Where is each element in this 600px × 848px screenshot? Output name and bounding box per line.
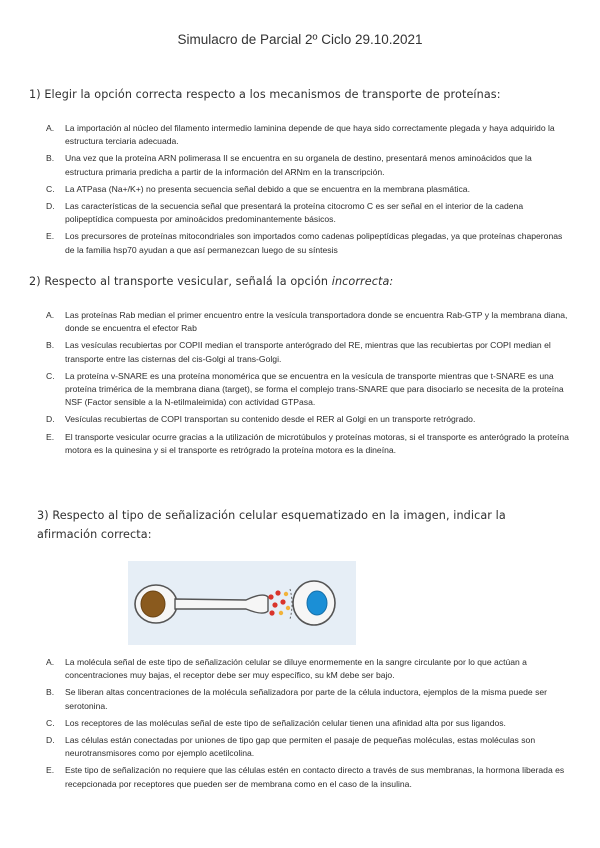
q3-option-b[interactable]: B. Se liberan altas concentraciones de la molécula señalizadora por parte de la célula inductora, ejemplos de la misma puede ser serotonina.: [46, 687, 548, 711]
vesicle: [279, 611, 283, 615]
q2-option-a[interactable]: A. Las proteínas Rab median el primer encuentro entre la vesícula transportadora donde se encuentra Rab-GTP y la membrana diana, donde se encuentra el efector Rab: [46, 310, 568, 334]
synapse-illustration: [128, 561, 356, 645]
q2-option-e[interactable]: E. El transporte vesicular ocurre gracias a la utilización de microtúbulos y proteínas motoras, si el transporte es anterógrado la proteína motora es la quinesina y si el transporte es retrógrado la proteína motora es la dineína.: [46, 431, 569, 455]
q2-option-d[interactable]: D. Vesículas recubiertas de COPI transportan su contenido desde el RER al Golgi en un transporte retrógrado.: [46, 414, 476, 425]
question-1-text: 1) Elegir la opción correcta respecto a los mecanismos de transporte de proteínas:: [29, 88, 501, 101]
page-title: Simulacro de Parcial 2º Ciclo 29.10.2021: [177, 32, 423, 47]
question-2-options: [46, 309, 570, 461]
vesicle: [286, 606, 290, 610]
q3-option-d[interactable]: D. Las células están conectadas por uniones de tipo gap que permiten el pasaje de pequeñas moléculas, estas moléculas son neurotransmisores como por ejemplo acetilcolina.: [46, 735, 536, 759]
q1-option-d[interactable]: D. Las características de la secuencia señal que presentará la proteína citocromo C es ser señal en el interior de la cadena polipeptídica compuesta por aminoácidos predominantemente básicos.: [46, 201, 524, 225]
q1-option-b[interactable]: B. Una vez que la proteína ARN polimerasa II se encuentra en su organela de destino, presentará menos aminoácidos que la estructura primaria predicha a partir de la información del ARNm en la transcripción.: [46, 153, 532, 177]
question-2-emphasis: incorrecta:: [331, 275, 394, 288]
q1-option-a[interactable]: A. La importación al núcleo del filamento intermedio laminina depende de que haya sido correctamente plegada y haya adquirido la estructura terciaria adecuada.: [46, 123, 555, 147]
vesicle: [269, 610, 274, 615]
axon: [175, 595, 268, 613]
q2-option-b[interactable]: B. Las vesículas recubiertas por COPII median el transporte anterógrado del RE, mientras que las recubiertas por COPI median el transporte entre las cisternas del cis-Golgi al trans-Golgi.: [46, 340, 551, 364]
q3-option-a[interactable]: A. La molécula señal de este tipo de señalización celular se diluye enormemente en la sangre circulante por lo que actúan a concentraciones muy bajas, el receptor debe ser muy específico, su kM debe ser bajo.: [46, 657, 527, 681]
q1-option-c[interactable]: C. La ATPasa (Na+/K+) no presenta secuencia señal debido a que se encuentra en la membrana plasmática.: [46, 183, 470, 194]
vesicle: [280, 599, 285, 604]
vesicle: [275, 590, 280, 595]
q3-option-e[interactable]: E. Este tipo de señalización no requiere que las células estén en contacto directo a través de sus membranas, la hormona liberada es recepcionada por receptores que pueden ser de membrana como en el caso de la insulina.: [46, 765, 565, 789]
question-2-prefix: 2) Respecto al transporte vesicular, señalá la opción: [29, 275, 332, 288]
question-2-text: [29, 272, 589, 291]
vesicle: [284, 592, 288, 596]
question-3-text: 3) Respecto al tipo de señalización celular esquematizado en la imagen, indicar la afirmación correcta:: [37, 509, 506, 541]
postsynaptic-nucleus: [307, 591, 327, 615]
q3-option-c[interactable]: C. Los receptores de las moléculas señal de este tipo de señalización celular tienen una afinidad alta por sus ligandos.: [46, 717, 506, 728]
q1-option-e[interactable]: E. Los precursores de proteínas mitocondriales son importados como cadenas polipeptídicas plegadas, ya que proteínas chaperonas de la familia hsp70 ayudan a que así permanezcan luego de su síntesis: [46, 231, 563, 255]
vesicle: [272, 602, 277, 607]
q2-option-c[interactable]: C. La proteína v-SNARE es una proteína monomérica que se encuentra en la vesícula de transporte mientras que t-SNARE es una proteína trimérica de la membrana diana (target), se forma el complejo trans-SNARE que para disociarlo se necesita de la proteína NSF (Factor sensible a la N-etilmaleimida) con actividad GTPasa.: [46, 370, 564, 408]
presynaptic-nucleus: [141, 591, 165, 617]
synaptic-cleft: [290, 589, 292, 619]
vesicle: [268, 594, 273, 599]
neuron-synapse-diagram: [128, 561, 356, 645]
question-1-options: [46, 122, 566, 261]
question-3-options: [46, 656, 576, 795]
